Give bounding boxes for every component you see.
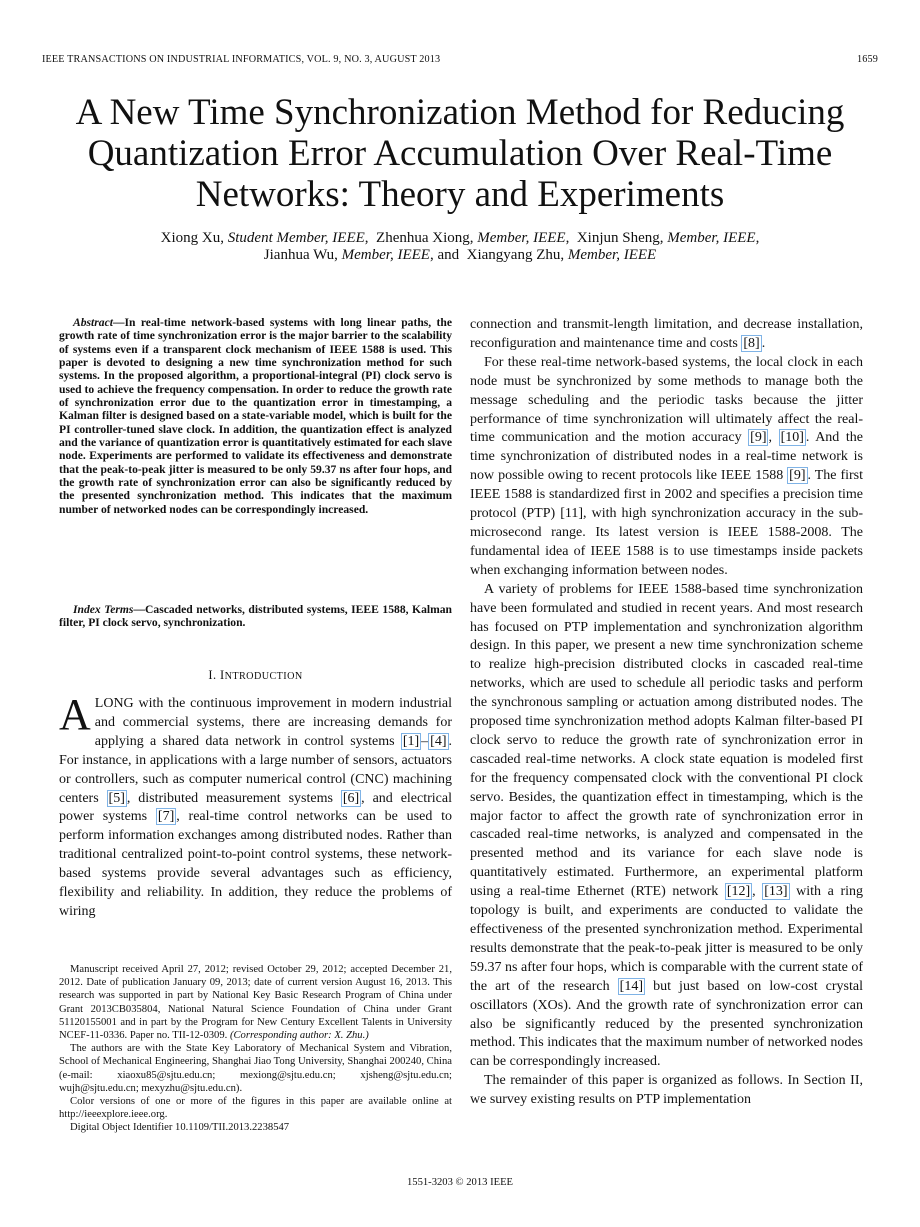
- section-number: I.: [208, 668, 217, 682]
- citation-link[interactable]: [5]: [108, 790, 125, 806]
- author-line-2: Jianhua Wu, Member, IEEE, and Xiangyang Zhu, Member, IEEE: [263, 247, 657, 263]
- title-line-1: A New Time Synchronization Method for Reducing: [75, 92, 845, 133]
- paragraph-text: but just based on low-cost crystal oscillators (XOs). And the growth rate of synchronization error can also be significantly reduced by the presented synchronization method. This indicates that the maximum number of networked nodes can be correspondingly increased.: [470, 978, 864, 1070]
- abstract-text: In real-time network-based systems with long linear paths, the growth rate of time synchronization error is the major barrier to the scalability of systems even if a transparent clock mechanism of IEEE 1588 is used. This paper is devoted to designing a new time synchronization method for such systems. In the proposed algorithm, a proportional-integral (PI) clock servo is used to achieve the frequency compensation. In order to reduce the growth rate of synchronization error due to the quantization error in timestamping, a Kalman filter is designed based on a state-variable model, which is built for the PI controller-tuned slave clock. In addition, the quantization effect is analyzed and the variance of quantization error is quantitatively estimated for each slave node. Experiments are performed to validate its effectiveness and demonstrate that the peak-to-peak jitter is measured to be only 59.37 ns after four hops, and the growth rate of synchronization error can also be significantly reduced by the presented synchronization method. This indicates that the maximum number of networked nodes can be correspondingly increased.: [59, 316, 452, 516]
- citation-link[interactable]: [6]: [342, 790, 360, 806]
- citation-link[interactable]: [4]: [430, 733, 447, 749]
- paper-title: [40, 92, 880, 215]
- right-column: [470, 316, 863, 1110]
- intro-text: , real-time control networks can be used to perform information exchanges among distributed nodes. Rather than traditional centralized point-to-point control systems, these network-based systems provide several advantages such as efficiency, flexibility and reliability. In addition, they reduce the problems of wiring: [59, 809, 453, 919]
- citation-link[interactable]: [1]: [402, 733, 420, 749]
- author-conjunction: and: [437, 247, 460, 263]
- author-role: Member, IEEE: [667, 230, 756, 246]
- citation-link[interactable]: [9]: [789, 468, 806, 484]
- section-title-first: I: [220, 668, 225, 682]
- footnote-affiliation: The authors are with the State Key Laboratory of Mechanical System and Vibration, School of Mechanical Engineering, Shanghai Jiao Tong University, Shanghai 200240, China (e-mail: xiaoxu85@sjtu.edu.cn; mexiong@sjtu.edu.cn; xjsheng@sjtu.edu.cn; wujh@sjtu.edu.cn; mexyzhu@sjtu.edu.cn).: [59, 1043, 452, 1094]
- title-line-2: Quantization Error Accumulation Over Real-Time: [87, 133, 833, 174]
- paragraph-text: For these real-time network-based systems, the local clock in each node must be synchronized by some methods to manage both the message scheduling and the periodic tasks because the jitter performance of time synchronization will ultimately affect the real-time communication and the motion accuracy: [470, 354, 863, 446]
- intro-text: . For instance, in applications with a large number of sensors, actuators or controllers, such as computer numerical control (CNC) machining centers: [59, 733, 452, 806]
- index-terms-text: Cascaded networks, distributed systems, IEEE 1588, Kalman filter, PI clock servo, synchronization.: [59, 603, 452, 630]
- intro-text: , and electrical power systems: [59, 790, 452, 825]
- copyright-footer: 1551-3203 © 2013 IEEE: [406, 1177, 514, 1188]
- citation-link[interactable]: [9]: [750, 430, 767, 446]
- footnote-text: Manuscript received April 27, 2012; revised October 29, 2012; accepted December 21, 2012. Date of publication January 09, 2013; date of current version August 16, 2013. This research was supported in part by National Key Basic Research Program of China under Grant 2013CB035804, National Natural Science Foundation of China under Grant 51120155001 and in part by the Program for New Century Excellent Talents in University NCEF-11-0336. Paper no. TII-12-0309.: [59, 964, 452, 1042]
- author-name: Xiong Xu: [160, 230, 221, 246]
- intro-text: –: [421, 733, 429, 749]
- author-line-1: Xiong Xu, Student Member, IEEE, Zhenhua Xiong, Member, IEEE, Xinjun Sheng, Member, IEEE,: [160, 230, 760, 246]
- footnote: [59, 963, 452, 1135]
- journal-name: IEEE TRANSACTIONS ON INDUSTRIAL INFORMATICS, VOL. 9, NO. 3, AUGUST 2013: [42, 54, 441, 65]
- author-role: Member, IEEE: [341, 247, 430, 263]
- paragraph: [470, 354, 863, 581]
- author-role: Member, IEEE: [477, 230, 566, 246]
- citation-link[interactable]: [8]: [743, 335, 760, 351]
- citation-link[interactable]: [14]: [619, 978, 643, 994]
- section-heading: [59, 668, 452, 683]
- author-name: Jianhua Wu: [263, 247, 335, 263]
- intro-paragraph: [59, 690, 453, 922]
- page-number: 1659: [857, 54, 878, 65]
- abstract: [59, 316, 452, 516]
- intro-text: , distributed measurement systems: [126, 790, 341, 806]
- title-line-3: Networks: Theory and Experiments: [195, 174, 725, 215]
- author-name: Xinjun Sheng: [576, 230, 660, 246]
- abstract-label: Abstract—: [73, 316, 125, 329]
- paragraph: The remainder of this paper is organized as follows. In Section II, we survey existing results on PTP implementation: [470, 1073, 863, 1108]
- index-terms: [59, 603, 452, 630]
- paragraph-text: ,: [768, 430, 779, 446]
- paragraph-text: ,: [752, 884, 763, 900]
- author-role: Student Member, IEEE: [227, 230, 365, 246]
- paragraph-text: . The first IEEE 1588 is standardized first in 2002 and specifies a precision time protocol (PTP) [11], with high synchronization accuracy in the sub-microsecond range. Its latest version is IEEE 1588-2008. The fundamental idea of IEEE 1588 is to use timestamps inside packets when exchanging information between nodes.: [470, 468, 863, 578]
- citation-link[interactable]: [12]: [726, 884, 751, 900]
- paragraph: [470, 316, 863, 354]
- author-name: Zhenhua Xiong: [376, 230, 470, 246]
- index-terms-label: Index Terms—: [73, 603, 146, 616]
- author-role: Member, IEEE: [567, 247, 657, 263]
- footnote-doi: Digital Object Identifier 10.1109/TII.2013.2238547: [70, 1122, 290, 1134]
- drop-cap: A: [59, 690, 91, 739]
- intro-text: LONG with the continuous improvement in modern industrial and commercial systems, there are increasing demands for applying a shared data network in control systems: [94, 696, 452, 749]
- paragraph-text: . And the time synchronization of distributed nodes in a real-time network is now possible owing to recent protocols like IEEE 1588: [470, 430, 863, 484]
- footnote-manuscript: [59, 963, 452, 1042]
- corresponding-author: (Corresponding author: X. Zhu.): [229, 1030, 369, 1042]
- citation-link[interactable]: [7]: [157, 809, 175, 825]
- paragraph: [470, 581, 863, 1073]
- author-list: [40, 230, 880, 264]
- section-title-rest: NTRODUCTION: [224, 671, 303, 682]
- author-name: Xiangyang Zhu: [466, 247, 561, 263]
- paragraph-text: A variety of problems for IEEE 1588-based time synchronization have been formulated and studied in recent years. And most research has focused on PTP implementation and synchronization algorithm design. In this paper, we present a new time synchronization scheme to realize high-precision distributed clocks in cascaded real-time networks, which are used to schedule all periodic tasks and perform the synchronous sampling or actuation among distributed nodes. The proposed time synchronization method adopts Kalman filter-based PI clock servo to reduce the growth rate of synchronization error in cascaded real-time networks. A clock state equation is modeled first for the frequency compensated clock with the conventional PI clock servo. Besides, the quantization effect in timestamping, which is the major factor to affect the growth rate of synchronization error in cascaded real-time networks, is analyzed and compensated in the presented method and its variance for each slave node is quantitatively estimated. Furthermore, an experimental platform using a real-time Ethernet (RTE) network: [470, 581, 863, 900]
- citation-link[interactable]: [10]: [780, 430, 804, 446]
- running-header: [42, 54, 878, 68]
- paragraph-text: with a ring topology is built, and experiments are conducted to validate the effectiveness of the presented synchronization method. Experimental results demonstrate that the peak-to-peak jitter is measured to be only 59.37 ns after four hops, which is comparable with the current state of the art of the research: [470, 884, 863, 994]
- footnote-color: Color versions of one or more of the figures in this paper are available online at http://ieeexplore.ieee.org.: [59, 1096, 452, 1121]
- paragraph-text: .: [761, 335, 766, 351]
- citation-link[interactable]: [13]: [764, 884, 788, 900]
- paragraph-text: connection and transmit-length limitation, and decrease installation, reconfiguration and maintenance time and costs: [470, 317, 863, 351]
